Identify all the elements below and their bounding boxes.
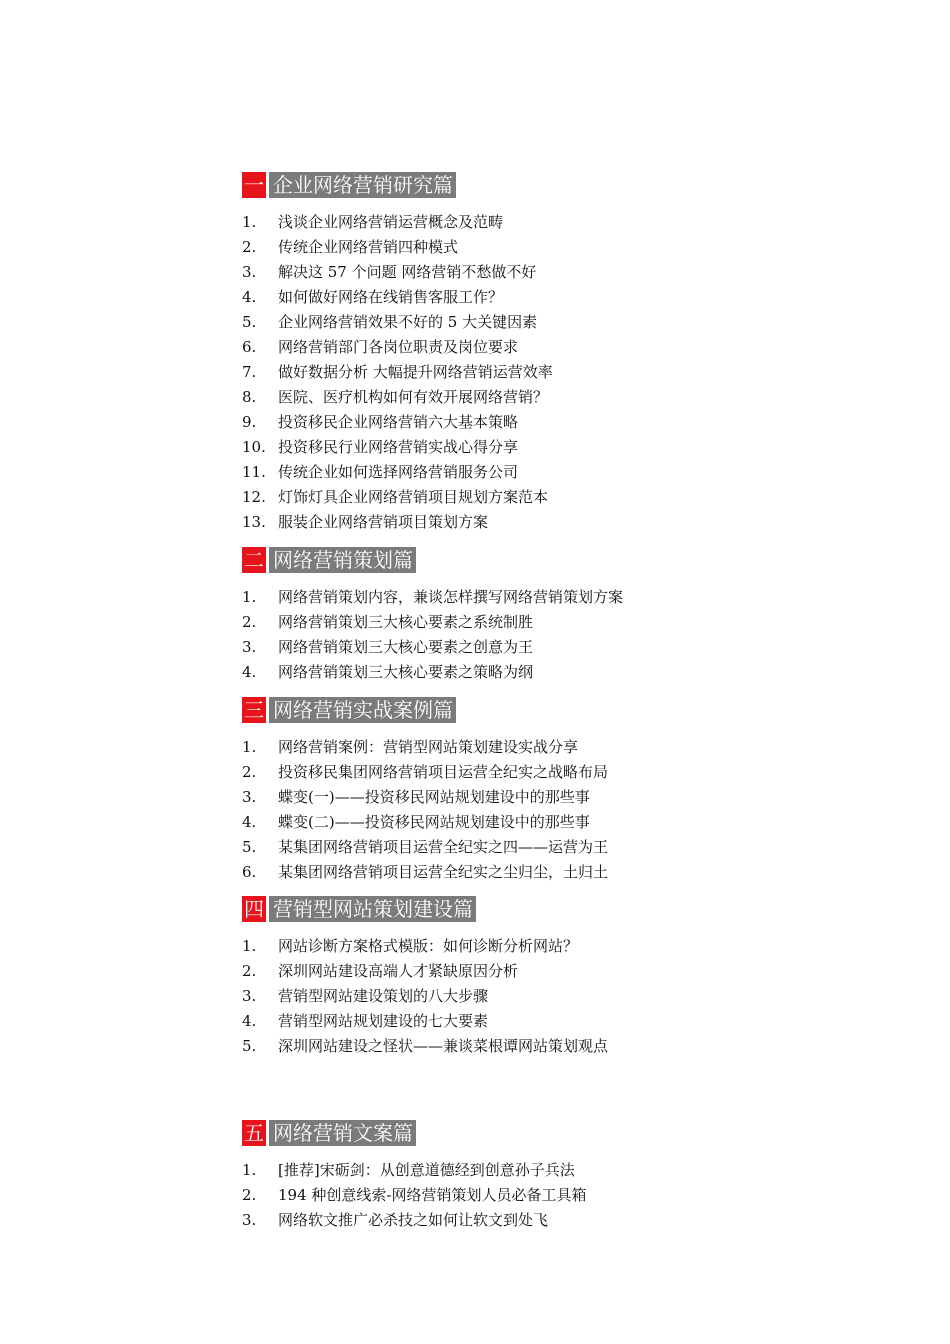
list-item[interactable] (242, 1009, 762, 1034)
list-item[interactable] (242, 510, 762, 535)
item-title[interactable]: 灯饰灯具企业网络营销项目规划方案范本 (278, 488, 549, 506)
article-list (242, 210, 762, 535)
list-item[interactable] (242, 860, 762, 885)
item-number: 1. (242, 1161, 257, 1179)
item-number: 4. (242, 1012, 257, 1030)
item-title[interactable]: 深圳网站建设之怪状——兼谈菜根谭网站策划观点 (278, 1037, 609, 1055)
item-number: 4. (242, 813, 257, 831)
item-number: 6. (242, 863, 257, 881)
article-list (242, 934, 762, 1059)
section-number: 二 (244, 548, 264, 572)
list-item[interactable] (242, 360, 762, 385)
list-item[interactable] (242, 585, 762, 610)
section-heading (242, 547, 762, 573)
section-2 (242, 547, 762, 685)
section-4 (242, 896, 762, 1059)
item-title[interactable]: 网络营销案例：营销型网站策划建设实战分享 (278, 738, 579, 756)
section-heading (242, 172, 762, 198)
item-number: 5. (242, 313, 257, 331)
list-item[interactable] (242, 959, 762, 984)
list-item[interactable] (242, 835, 762, 860)
article-list (242, 1158, 762, 1233)
list-item[interactable] (242, 760, 762, 785)
section-3 (242, 697, 762, 885)
section-number: 五 (244, 1121, 264, 1145)
section-title: 网络营销策划篇 (269, 547, 416, 573)
item-number: 13. (242, 513, 266, 531)
article-list (242, 585, 762, 685)
article-list (242, 735, 762, 885)
item-title[interactable]: 深圳网站建设高端人才紧缺原因分析 (278, 962, 519, 980)
item-title[interactable]: 做好数据分析 大幅提升网络营销运营效率 (278, 363, 553, 381)
list-item[interactable] (242, 1183, 762, 1208)
section-number: 三 (244, 698, 264, 722)
list-item[interactable] (242, 385, 762, 410)
item-title[interactable]: 某集团网络营销项目运营全纪实之四——运营为王 (278, 838, 609, 856)
list-item[interactable] (242, 610, 762, 635)
section-title: 网络营销实战案例篇 (269, 697, 456, 723)
list-item[interactable] (242, 410, 762, 435)
item-title[interactable]: 网站诊断方案格式模版：如何诊断分析网站？ (278, 937, 579, 955)
section-number: 四 (244, 897, 264, 921)
item-number: 2. (242, 962, 257, 980)
list-item[interactable] (242, 260, 762, 285)
item-number: 10. (242, 438, 266, 456)
item-number: 7. (242, 363, 257, 381)
item-title[interactable]: 194 种创意线索-网络营销策划人员必备工具箱 (278, 1186, 587, 1204)
item-title[interactable]: 企业网络营销效果不好的 5 大关键因素 (278, 313, 538, 331)
item-number: 3. (242, 788, 257, 806)
item-number: 3. (242, 987, 257, 1005)
item-number: 3. (242, 638, 257, 656)
item-number: 12. (242, 488, 266, 506)
section-heading (242, 697, 762, 723)
item-number: 4. (242, 663, 257, 681)
section-title: 营销型网站策划建设篇 (269, 896, 476, 922)
item-number: 3. (242, 263, 257, 281)
item-number: 2. (242, 763, 257, 781)
section-title: 企业网络营销研究篇 (269, 172, 456, 198)
item-title[interactable]: 解决这 57 个问题 网络营销不愁做不好 (278, 263, 537, 281)
item-title[interactable]: 营销型网站规划建设的七大要素 (278, 1012, 489, 1030)
item-title[interactable]: 网络营销策划三大核心要素之策略为纲 (278, 663, 534, 681)
item-title[interactable]: 网络营销部门各岗位职责及岗位要求 (278, 338, 519, 356)
list-item[interactable] (242, 984, 762, 1009)
list-item[interactable] (242, 460, 762, 485)
item-title[interactable]: 投资移民企业网络营销六大基本策略 (278, 413, 519, 431)
list-item[interactable] (242, 1158, 762, 1183)
list-item[interactable] (242, 735, 762, 760)
item-number: 1. (242, 588, 257, 606)
item-title[interactable]: 网络营销策划三大核心要素之系统制胜 (278, 613, 534, 631)
list-item[interactable] (242, 235, 762, 260)
section-heading (242, 1120, 762, 1146)
list-item[interactable] (242, 934, 762, 959)
list-item[interactable] (242, 810, 762, 835)
item-title[interactable]: 浅谈企业网络营销运营概念及范畴 (278, 213, 504, 231)
item-title[interactable]: 蝶变(一)——投资移民网站规划建设中的那些事 (278, 788, 590, 806)
item-number: 8. (242, 388, 257, 406)
item-number: 1. (242, 213, 257, 231)
item-number: 1. (242, 738, 257, 756)
item-title[interactable]: 蝶变(二)——投资移民网站规划建设中的那些事 (278, 813, 590, 831)
item-title[interactable]: 网络软文推广必杀技之如何让软文到处飞 (278, 1211, 549, 1229)
item-title[interactable]: [推荐]宋砺剑：从创意道德经到创意孙子兵法 (278, 1161, 575, 1179)
section-1 (242, 172, 762, 535)
item-title[interactable]: 服装企业网络营销项目策划方案 (278, 513, 489, 531)
item-number: 11. (242, 463, 266, 481)
list-item[interactable] (242, 210, 762, 235)
section-number: 一 (244, 173, 264, 197)
item-number: 6. (242, 338, 257, 356)
list-item[interactable] (242, 785, 762, 810)
list-item[interactable] (242, 335, 762, 360)
item-number: 9. (242, 413, 257, 431)
item-title[interactable]: 传统企业网络营销四种模式 (278, 238, 459, 256)
list-item[interactable] (242, 660, 762, 685)
item-number: 2. (242, 1186, 257, 1204)
list-item[interactable] (242, 635, 762, 660)
section-5 (242, 1120, 762, 1233)
item-title[interactable]: 如何做好网络在线销售客服工作？ (278, 288, 504, 306)
item-number: 2. (242, 613, 257, 631)
section-title: 网络营销文案篇 (269, 1120, 416, 1146)
item-number: 5. (242, 838, 257, 856)
item-title[interactable]: 投资移民集团网络营销项目运营全纪实之战略布局 (278, 763, 609, 781)
list-item[interactable] (242, 485, 762, 510)
item-title[interactable]: 传统企业如何选择网络营销服务公司 (278, 463, 519, 481)
item-number: 1. (242, 937, 257, 955)
list-item[interactable] (242, 285, 762, 310)
section-heading (242, 896, 762, 922)
item-number: 3. (242, 1211, 257, 1229)
item-title[interactable]: 网络营销策划三大核心要素之创意为王 (278, 638, 534, 656)
item-title[interactable]: 某集团网络营销项目运营全纪实之尘归尘，土归土 (278, 863, 609, 881)
list-item[interactable] (242, 1034, 762, 1059)
item-number: 4. (242, 288, 257, 306)
list-item[interactable] (242, 310, 762, 335)
list-item[interactable] (242, 1208, 762, 1233)
item-number: 5. (242, 1037, 257, 1055)
item-title[interactable]: 营销型网站建设策划的八大步骤 (278, 987, 489, 1005)
item-title[interactable]: 投资移民行业网络营销实战心得分享 (278, 438, 519, 456)
item-title[interactable]: 医院、医疗机构如何有效开展网络营销？ (278, 388, 549, 406)
item-title[interactable]: 网络营销策划内容，兼谈怎样撰写网络营销策划方案 (278, 588, 624, 606)
list-item[interactable] (242, 435, 762, 460)
item-number: 2. (242, 238, 257, 256)
